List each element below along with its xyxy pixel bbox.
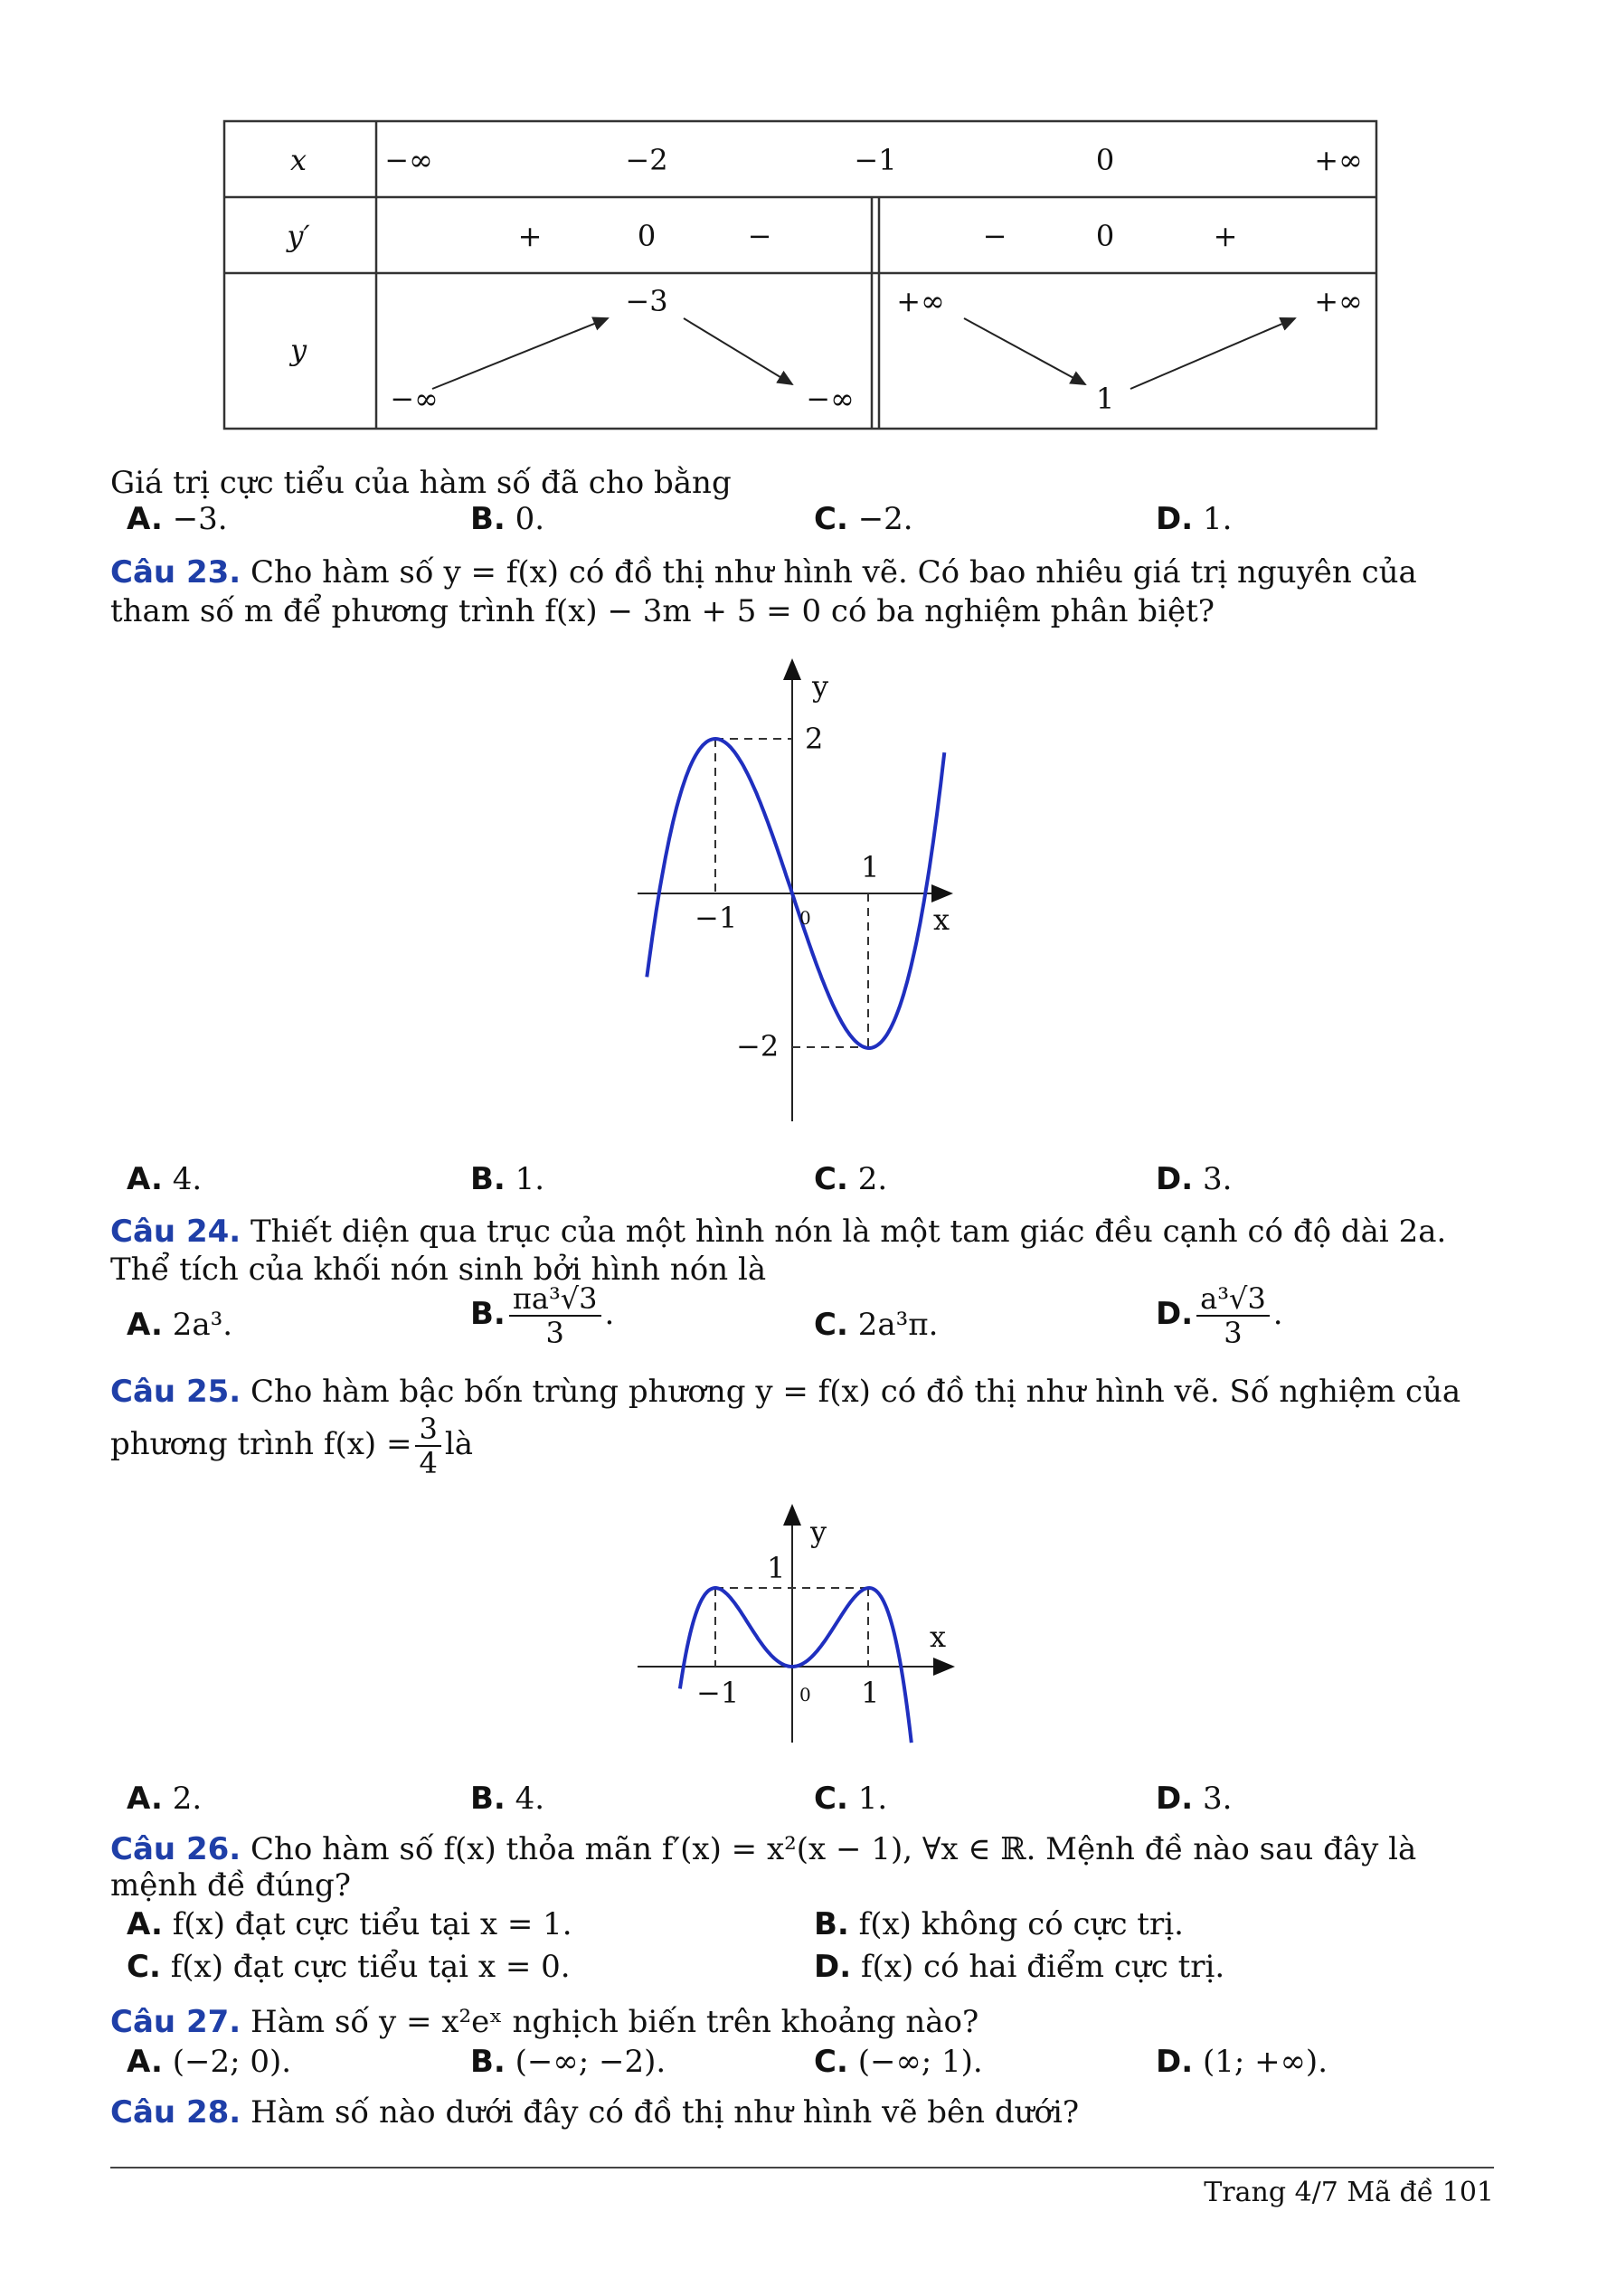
x-value: +∞ [1314,143,1363,177]
q27-option-c[interactable] [814,2043,983,2081]
option-text: 3. [1202,1781,1233,1817]
q24-option-c[interactable] [814,1306,938,1344]
option-letter: A. [127,2044,163,2080]
y-value: +∞ [896,284,945,318]
option-text: 2a³. [172,1307,233,1343]
option-letter: A. [127,1781,163,1817]
q25-line1 [110,1373,1460,1411]
option-letter: C. [814,1781,848,1817]
footer-rule [110,2167,1494,2168]
fraction-numerator: 3 [415,1413,440,1447]
q25-label-x1: 1 [861,1676,880,1710]
yprime-sign: 0 [637,219,657,253]
option-tail: . [1272,1296,1283,1332]
q24-line2: Thể tích của khối nón sinh bởi hình nón là [110,1252,767,1288]
fraction-denominator: 3 [1224,1316,1243,1350]
q24-line1 [110,1213,1446,1251]
question-text: Hàm số y = x²eˣ nghịch biến trên khoảng nào? [250,2004,979,2040]
question-label: Câu 24. [110,1214,241,1250]
q23-graph [624,651,986,1130]
option-text: f(x) đạt cực tiểu tại x = 0. [170,1949,571,1985]
q25-label-xneg1: −1 [696,1676,740,1710]
option-text: 3. [1202,1161,1233,1197]
fraction [509,1282,601,1349]
q23-option-d[interactable] [1156,1160,1232,1198]
fraction-denominator: 3 [545,1316,564,1350]
option-letter: B. [470,501,506,537]
fraction-numerator: πa³√3 [509,1282,601,1317]
option-text: f(x) đạt cực tiểu tại x = 1. [172,1906,572,1942]
q25-label-y1: 1 [767,1551,786,1585]
q23-line1 [110,553,1417,591]
option-text: f(x) có hai điểm cực trị. [860,1949,1225,1985]
q22-option-b[interactable] [470,500,544,538]
yprime-sign: + [517,219,543,253]
y-value: +∞ [1314,284,1363,318]
q22-option-c[interactable] [814,500,913,538]
question-label: Câu 25. [110,1374,241,1410]
q23-label-y: y [812,669,829,704]
q23-label-origin: 0 [799,907,811,929]
variation-arrow [1130,318,1295,389]
option-letter: D. [814,1949,852,1985]
option-text: −3. [172,501,228,537]
q23-option-c[interactable] [814,1160,887,1198]
q26-option-c[interactable] [127,1948,571,1986]
q26-option-b[interactable] [814,1905,1184,1943]
q26-option-d[interactable] [814,1948,1224,1986]
q26-option-a[interactable] [127,1905,572,1943]
option-tail: . [604,1296,615,1332]
option-letter: D. [1156,1781,1194,1817]
q25-line2 [110,1413,473,1479]
option-letter: D. [1156,1296,1194,1332]
q24-option-a[interactable] [127,1306,232,1344]
q22-stem: Giá trị cực tiểu của hàm số đã cho bằng [110,465,732,501]
option-letter: A. [127,1906,163,1942]
q25-line2-pre: phương trình f(x) = [110,1426,412,1462]
q23-line2: tham số m để phương trình f(x) − 3m + 5 = 0 có ba nghiệm phân biệt? [110,593,1215,629]
option-letter: C. [814,1161,848,1197]
q23-label-xneg1: −1 [695,901,738,935]
fraction-denominator: 4 [419,1446,438,1480]
table-label-yprime: y′ [287,219,310,253]
option-text: (−∞; −2). [515,2044,666,2080]
option-letter: C. [814,2044,848,2080]
option-letter: B. [470,1296,506,1332]
q25-option-c[interactable] [814,1780,887,1818]
option-letter: D. [1156,501,1194,537]
option-text: 2. [857,1161,888,1197]
question-label: Câu 28. [110,2094,241,2131]
option-letter: C. [814,1307,848,1343]
option-text: 1. [857,1781,888,1817]
fraction-numerator: a³√3 [1196,1282,1270,1317]
q25-label-x: x [930,1620,947,1654]
option-letter: A. [127,1161,163,1197]
option-text: 1. [515,1161,545,1197]
yprime-sign: − [982,219,1007,253]
q22-option-a[interactable] [127,500,228,538]
y-value: 1 [1095,382,1115,416]
fraction [415,1413,440,1479]
option-text: 4. [515,1781,545,1817]
q23-option-a[interactable] [127,1160,202,1198]
question-label: Câu 27. [110,2004,241,2040]
option-text: (−∞; 1). [857,2044,983,2080]
option-text: 4. [172,1161,203,1197]
q26-line1 [110,1830,1416,1868]
option-text: (1; +∞). [1202,2044,1328,2080]
page-footer: Trang 4/7 Mã đề 101 [1204,2177,1494,2208]
q25-option-d[interactable] [1156,1780,1232,1818]
variation-arrow [964,318,1085,384]
option-text: 0. [515,501,545,537]
x-value: −2 [625,143,668,177]
question-label: Câu 26. [110,1831,241,1867]
x-value: −1 [854,143,897,177]
fraction [1196,1282,1270,1349]
option-letter: B. [814,1906,849,1942]
option-letter: B. [470,2044,506,2080]
question-label: Câu 23. [110,554,241,591]
y-value: −∞ [390,382,439,416]
q28-line1 [110,2093,1079,2131]
option-letter: C. [127,1949,161,1985]
variation-arrow [684,318,792,384]
question-text: Cho hàm số y = f(x) có đồ thị như hình vẽ. Có bao nhiêu giá trị nguyên của [250,554,1417,591]
question-text: Cho hàm số f(x) thỏa mãn f′(x) = x²(x − 1), ∀x ∈ ℝ. Mệnh đề nào sau đây là [250,1831,1417,1867]
table-label-x: x [289,143,307,177]
option-letter: D. [1156,2044,1194,2080]
option-text: −2. [857,501,913,537]
q23-label-ymin: −2 [736,1029,780,1063]
q25-line2-post: là [444,1426,473,1462]
option-letter: A. [127,1307,163,1343]
q27-option-b[interactable] [470,2043,666,2081]
option-text: 1. [1202,501,1233,537]
question-text: Thiết diện qua trục của một hình nón là một tam giác đều cạnh có độ dài 2a. [250,1214,1447,1250]
q24-option-b[interactable] [470,1282,614,1349]
q25-label-y: y [810,1515,827,1549]
option-text: (−2; 0). [172,2044,292,2080]
option-letter: B. [470,1161,506,1197]
table-label-y: y [289,333,307,367]
question-text: Hàm số nào dưới đây có đồ thị như hình vẽ bên dưới? [250,2094,1080,2131]
variation-arrow [432,318,608,389]
option-letter: C. [814,501,848,537]
q23-label-x: x [933,902,950,937]
q25-label-origin: 0 [799,1684,811,1705]
x-value: −∞ [384,143,433,177]
yprime-sign: + [1213,219,1238,253]
q26-line2: mệnh đề đúng? [110,1867,352,1904]
option-letter: B. [470,1781,506,1817]
q25-option-a[interactable] [127,1780,202,1818]
yprime-sign: 0 [1095,219,1115,253]
option-text: f(x) không có cực trị. [858,1906,1184,1942]
q23-option-b[interactable] [470,1160,544,1198]
y-value: −3 [625,284,668,318]
q24-option-d[interactable] [1156,1282,1283,1349]
variation-table [0,0,1607,452]
q25-graph [624,1497,986,1754]
q25-option-b[interactable] [470,1780,544,1818]
q22-option-d[interactable] [1156,500,1232,538]
option-text: 2a³π. [857,1307,939,1343]
q27-option-d[interactable] [1156,2043,1328,2081]
x-value: 0 [1095,143,1115,177]
q27-option-a[interactable] [127,2043,291,2081]
y-value: −∞ [806,382,855,416]
yprime-sign: − [747,219,772,253]
option-letter: A. [127,501,163,537]
q27-line1 [110,2003,978,2041]
q23-label-x1: 1 [861,850,880,884]
question-text: Cho hàm bậc bốn trùng phương y = f(x) có đồ thị như hình vẽ. Số nghiệm của [250,1374,1461,1410]
option-text: 2. [172,1781,203,1817]
q23-label-ymax: 2 [805,722,824,756]
option-letter: D. [1156,1161,1194,1197]
